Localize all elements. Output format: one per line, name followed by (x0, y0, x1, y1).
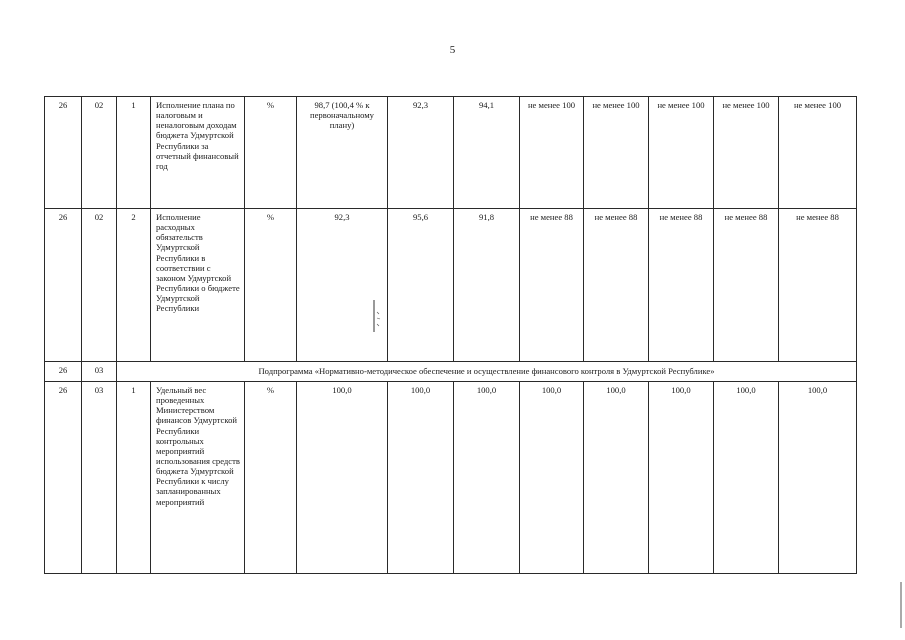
code-cell: 26 (45, 209, 82, 362)
value-cell: 91,8 (454, 209, 520, 362)
page-number: 5 (449, 44, 456, 56)
table-row (45, 97, 857, 209)
value-cell: 94,1 (454, 97, 520, 209)
value-cell: 98,7 (100,4 % к первоначальному плану) (297, 97, 388, 209)
value-cell: 92,3 (297, 209, 388, 362)
code-cell: 1 (117, 97, 151, 209)
code-cell: 02 (82, 209, 117, 362)
value-cell: 95,6 (388, 209, 454, 362)
value-cell: не менее 88 (649, 209, 714, 362)
value-cell: не менее 88 (714, 209, 779, 362)
subprogram-row (45, 362, 857, 382)
value-cell: не менее 100 (779, 97, 857, 209)
code-cell: 26 (45, 382, 82, 574)
unit-cell: % (245, 209, 297, 362)
unit-cell: % (245, 97, 297, 209)
value-cell: 100,0 (454, 382, 520, 574)
indicators-table (44, 96, 857, 574)
value-cell: не менее 88 (520, 209, 584, 362)
code-cell: 2 (117, 209, 151, 362)
value-cell: не менее 100 (520, 97, 584, 209)
value-cell: не менее 100 (649, 97, 714, 209)
table-row (45, 382, 857, 574)
indicator-name-cell: Исполнение плана по налоговым и неналоговым доходам бюджета Удмуртской Республики за отчетный финансовый год (151, 97, 245, 209)
value-cell: не менее 100 (584, 97, 649, 209)
scan-artifact (372, 298, 382, 334)
code-cell: 1 (117, 382, 151, 574)
code-cell: 26 (45, 97, 82, 209)
value-cell: не менее 88 (779, 209, 857, 362)
value-cell: 100,0 (520, 382, 584, 574)
value-cell: не менее 88 (584, 209, 649, 362)
value-cell: 100,0 (388, 382, 454, 574)
scan-edge-artifact (899, 582, 903, 628)
value-cell: не менее 100 (714, 97, 779, 209)
value-cell: 100,0 (297, 382, 388, 574)
code-cell: 03 (82, 362, 117, 382)
table-row (45, 209, 857, 362)
code-cell: 02 (82, 97, 117, 209)
indicator-name-cell: Исполнение расходных обязательств Удмуртской Республики в соответствии с законом Удмуртской Республики о бюджете Удмуртской Республики (151, 209, 245, 362)
value-cell: 92,3 (388, 97, 454, 209)
value-cell: 100,0 (779, 382, 857, 574)
code-cell: 03 (82, 382, 117, 574)
subprogram-title: Подпрограмма «Нормативно-методическое обеспечение и осуществление финансового контроля в Удмуртской Республике» (117, 362, 857, 382)
value-cell: 100,0 (584, 382, 649, 574)
value-cell: 100,0 (714, 382, 779, 574)
indicator-name-cell: Удельный вес проведенных Министерством финансов Удмуртской Республики контрольных мероприятий использования средств бюджета Удмуртской Республики к числу запланированных мероприятий (151, 382, 245, 574)
unit-cell: % (245, 382, 297, 574)
value-cell: 100,0 (649, 382, 714, 574)
code-cell: 26 (45, 362, 82, 382)
